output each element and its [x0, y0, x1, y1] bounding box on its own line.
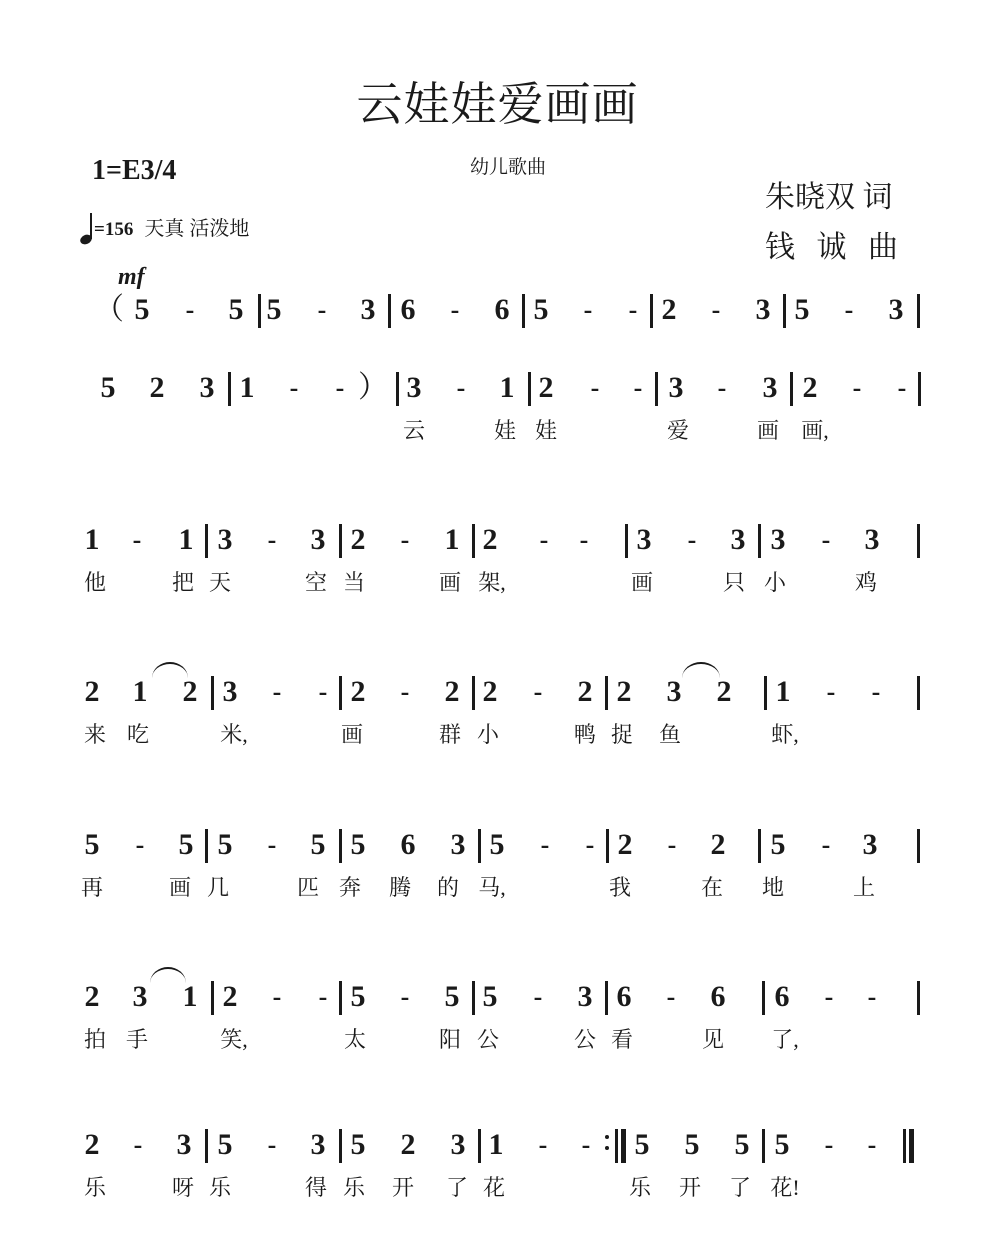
barline	[472, 981, 475, 1015]
note-2: 2	[84, 980, 100, 1013]
note-3: 3	[199, 371, 215, 404]
barline	[783, 294, 786, 328]
note-1: 1	[178, 523, 194, 556]
lyric-syllable: 了,	[771, 1027, 799, 1052]
barline	[205, 829, 208, 863]
lyric-syllable: 鸭	[573, 722, 597, 747]
note-1: 1	[775, 675, 791, 708]
barline	[625, 524, 628, 558]
barline	[762, 1129, 765, 1163]
quarter-note-icon	[80, 213, 94, 245]
note-3: 3	[132, 980, 148, 1013]
extension-dash: -	[717, 373, 727, 402]
barline	[650, 294, 653, 328]
barline	[472, 676, 475, 710]
score-line-2	[0, 368, 995, 443]
lyric-syllable: 架,	[478, 570, 506, 595]
barline	[339, 1129, 342, 1163]
note-5: 5	[734, 1128, 750, 1161]
note-3: 3	[762, 371, 778, 404]
lyric-syllable: 画	[340, 722, 364, 747]
lyric-syllable: 手	[125, 1027, 149, 1052]
note-5: 5	[266, 293, 282, 326]
lyric-syllable: 腾	[388, 875, 412, 900]
extension-dash: -	[852, 373, 862, 402]
extension-dash: -	[400, 525, 410, 554]
extension-dash: -	[267, 830, 277, 859]
extension-dash: -	[633, 373, 643, 402]
lyricist-credit: 朱晓双 词	[765, 181, 893, 214]
extension-dash: -	[318, 677, 328, 706]
note-3: 3	[864, 523, 880, 556]
lyric-syllable: 乐	[208, 1175, 232, 1200]
barline	[339, 981, 342, 1015]
barline	[396, 372, 399, 406]
note-3: 3	[770, 523, 786, 556]
note-3: 3	[450, 1128, 466, 1161]
note-2: 2	[616, 675, 632, 708]
lyric-syllable: 空	[304, 570, 328, 595]
note-5: 5	[350, 980, 366, 1013]
note-2: 2	[350, 523, 366, 556]
barline	[339, 524, 342, 558]
lyric-syllable: 捉	[610, 722, 634, 747]
note-3: 3	[666, 675, 682, 708]
extension-dash: -	[132, 525, 142, 554]
barline	[762, 981, 765, 1015]
lyric-syllable: 开	[391, 1175, 415, 1200]
lyric-syllable: 天	[208, 570, 232, 595]
note-3: 3	[668, 371, 684, 404]
note-6: 6	[710, 980, 726, 1013]
note-5: 5	[634, 1128, 650, 1161]
lyric-syllable: 地	[761, 875, 785, 900]
extension-dash: -	[867, 982, 877, 1011]
barline	[605, 676, 608, 710]
barline	[339, 829, 342, 863]
lyric-syllable: 乐	[83, 1175, 107, 1200]
barline	[211, 981, 214, 1015]
note-1: 1	[444, 523, 460, 556]
lyric-syllable: 乐	[342, 1175, 366, 1200]
lyric-syllable: 得	[304, 1175, 328, 1200]
lyric-syllable: 鱼	[658, 722, 682, 747]
extension-dash: -	[824, 1130, 834, 1159]
extension-dash: -	[450, 295, 460, 324]
note-1: 1	[132, 675, 148, 708]
extension-dash: -	[317, 295, 327, 324]
extension-dash: -	[867, 1130, 877, 1159]
extension-dash: -	[897, 373, 907, 402]
score-line-4	[0, 672, 995, 747]
note-6: 6	[400, 293, 416, 326]
lyric-syllable: 群	[438, 722, 462, 747]
note-5: 5	[178, 828, 194, 861]
lyric-syllable: 呀	[171, 1175, 195, 1200]
lyric-syllable: 花!	[770, 1175, 800, 1200]
dynamic-mf: mf	[118, 264, 145, 290]
extension-dash: -	[579, 525, 589, 554]
extension-dash: -	[133, 1130, 143, 1159]
extension-dash: -	[844, 295, 854, 324]
lyric-syllable: 当	[342, 570, 366, 595]
lyric-syllable: 太	[343, 1027, 367, 1052]
parenthesis: ）	[358, 371, 388, 404]
expression-text: 天真 活泼地	[144, 218, 250, 240]
barline	[258, 294, 261, 328]
note-1: 1	[239, 371, 255, 404]
note-6: 6	[616, 980, 632, 1013]
extension-dash: -	[533, 677, 543, 706]
note-5: 5	[770, 828, 786, 861]
extension-dash: -	[185, 295, 195, 324]
lyric-syllable: 公	[573, 1027, 597, 1052]
note-5: 5	[444, 980, 460, 1013]
score-line-7	[0, 1125, 995, 1200]
barline	[478, 1129, 481, 1163]
note-2: 2	[802, 371, 818, 404]
note-5: 5	[100, 371, 116, 404]
lyric-syllable: 的	[436, 875, 460, 900]
barline	[917, 524, 920, 558]
note-2: 2	[577, 675, 593, 708]
lyric-syllable: 爱	[666, 418, 690, 443]
extension-dash: -	[871, 677, 881, 706]
note-3: 3	[577, 980, 593, 1013]
lyric-syllable: 上	[852, 875, 876, 900]
note-2: 2	[222, 980, 238, 1013]
lyric-syllable: 奔	[338, 875, 362, 900]
note-5: 5	[794, 293, 810, 326]
extension-dash: -	[539, 525, 549, 554]
composer-credit: 钱 诚 曲	[765, 231, 898, 264]
note-2: 2	[400, 1128, 416, 1161]
barline	[918, 372, 921, 406]
extension-dash: -	[538, 1130, 548, 1159]
note-6: 6	[494, 293, 510, 326]
lyric-syllable: 看	[610, 1027, 634, 1052]
note-3: 3	[406, 371, 422, 404]
note-3: 3	[755, 293, 771, 326]
lyric-syllable: 阳	[438, 1027, 462, 1052]
lyric-syllable: 画,	[801, 418, 829, 443]
key-signature: 1=E3/4	[92, 155, 177, 186]
extension-dash: -	[667, 830, 677, 859]
lyric-syllable: 画	[630, 570, 654, 595]
note-6: 6	[774, 980, 790, 1013]
note-2: 2	[444, 675, 460, 708]
note-2: 2	[538, 371, 554, 404]
note-3: 3	[450, 828, 466, 861]
note-5: 5	[350, 1128, 366, 1161]
note-2: 2	[617, 828, 633, 861]
barline	[228, 372, 231, 406]
barline	[522, 294, 525, 328]
lyric-syllable: 云	[402, 418, 426, 443]
lyric-syllable: 匹	[296, 875, 320, 900]
lyric-syllable: 在	[700, 875, 724, 900]
lyric-syllable: 小	[763, 570, 787, 595]
note-1: 1	[84, 523, 100, 556]
lyric-syllable: 花	[482, 1175, 506, 1200]
note-5: 5	[217, 828, 233, 861]
extension-dash: -	[821, 830, 831, 859]
extension-dash: -	[400, 982, 410, 1011]
extension-dash: -	[272, 982, 282, 1011]
barline	[790, 372, 793, 406]
lyric-syllable: 见	[701, 1027, 725, 1052]
lyric-syllable: 他	[83, 570, 107, 595]
lyric-syllable: 画	[438, 570, 462, 595]
extension-dash: -	[583, 295, 593, 324]
note-3: 3	[310, 523, 326, 556]
lyric-syllable: 来	[83, 722, 107, 747]
barline	[758, 829, 761, 863]
note-2: 2	[482, 675, 498, 708]
note-1: 1	[499, 371, 515, 404]
extension-dash: -	[821, 525, 831, 554]
extension-dash: -	[585, 830, 595, 859]
lyric-syllable: 我	[608, 875, 632, 900]
lyric-syllable: 公	[476, 1027, 500, 1052]
barline	[478, 829, 481, 863]
note-5: 5	[228, 293, 244, 326]
barline	[655, 372, 658, 406]
lyric-syllable: 鸡	[854, 570, 878, 595]
note-6: 6	[400, 828, 416, 861]
lyric-syllable: 拍	[83, 1027, 107, 1052]
slur-tie	[152, 662, 188, 678]
lyric-syllable: 娃	[534, 418, 558, 443]
song-genre: 幼儿歌曲	[470, 157, 547, 178]
tempo-value: =156	[94, 219, 134, 240]
note-1: 1	[488, 1128, 504, 1161]
note-5: 5	[489, 828, 505, 861]
note-1: 1	[182, 980, 198, 1013]
extension-dash: -	[272, 677, 282, 706]
slur-tie	[682, 662, 720, 678]
lyric-syllable: 吃	[126, 722, 150, 747]
note-3: 3	[176, 1128, 192, 1161]
extension-dash: -	[540, 830, 550, 859]
extension-dash: -	[824, 982, 834, 1011]
barline	[205, 524, 208, 558]
note-3: 3	[730, 523, 746, 556]
barline	[917, 981, 920, 1015]
barline	[472, 524, 475, 558]
tempo-marking	[80, 212, 249, 245]
note-2: 2	[182, 675, 198, 708]
lyric-syllable: 画	[756, 418, 780, 443]
note-3: 3	[862, 828, 878, 861]
score-line-3	[0, 520, 995, 595]
note-5: 5	[774, 1128, 790, 1161]
note-3: 3	[217, 523, 233, 556]
lyric-syllable: 把	[171, 570, 195, 595]
lyric-syllable: 米,	[220, 722, 248, 747]
note-5: 5	[482, 980, 498, 1013]
note-3: 3	[310, 1128, 326, 1161]
barline	[605, 981, 608, 1015]
lyric-syllable: 了	[728, 1175, 752, 1200]
lyric-syllable: 马,	[478, 875, 506, 900]
note-2: 2	[84, 1128, 100, 1161]
extension-dash: -	[456, 373, 466, 402]
note-2: 2	[710, 828, 726, 861]
extension-dash: -	[135, 830, 145, 859]
score-line-6	[0, 977, 995, 1052]
note-2: 2	[661, 293, 677, 326]
extension-dash: -	[628, 295, 638, 324]
lyric-syllable: 了	[445, 1175, 469, 1200]
note-2: 2	[350, 675, 366, 708]
parenthesis: （	[94, 293, 124, 326]
extension-dash: -	[267, 1130, 277, 1159]
score-line-1	[0, 290, 995, 350]
barline	[211, 676, 214, 710]
barline	[917, 294, 920, 328]
extension-dash: -	[318, 982, 328, 1011]
barline	[388, 294, 391, 328]
extension-dash: -	[289, 373, 299, 402]
note-3: 3	[888, 293, 904, 326]
extension-dash: -	[826, 677, 836, 706]
barline	[917, 676, 920, 710]
barline	[339, 676, 342, 710]
lyric-syllable: 几	[206, 875, 230, 900]
note-5: 5	[84, 828, 100, 861]
lyric-syllable: 乐	[628, 1175, 652, 1200]
lyric-syllable: 画	[168, 875, 192, 900]
barline	[606, 829, 609, 863]
note-5: 5	[310, 828, 326, 861]
extension-dash: -	[335, 373, 345, 402]
extension-dash: -	[666, 982, 676, 1011]
note-3: 3	[222, 675, 238, 708]
note-3: 3	[636, 523, 652, 556]
barline	[764, 676, 767, 710]
barline	[528, 372, 531, 406]
note-5: 5	[217, 1128, 233, 1161]
extension-dash: -	[711, 295, 721, 324]
note-5: 5	[134, 293, 150, 326]
note-5: 5	[350, 828, 366, 861]
score-line-5	[0, 825, 995, 900]
extension-dash: -	[400, 677, 410, 706]
extension-dash: -	[533, 982, 543, 1011]
song-title: 云娃娃爱画画	[356, 79, 639, 130]
note-2: 2	[482, 523, 498, 556]
extension-dash: -	[267, 525, 277, 554]
lyric-syllable: 娃	[493, 418, 517, 443]
lyric-syllable: 开	[678, 1175, 702, 1200]
lyric-syllable: 再	[80, 875, 104, 900]
barline	[917, 829, 920, 863]
extension-dash: -	[687, 525, 697, 554]
extension-dash: -	[590, 373, 600, 402]
barline	[758, 524, 761, 558]
lyric-syllable: 虾,	[771, 722, 799, 747]
lyric-syllable: 只	[722, 570, 746, 595]
note-2: 2	[716, 675, 732, 708]
note-3: 3	[360, 293, 376, 326]
lyric-syllable: 笑,	[220, 1027, 248, 1052]
note-5: 5	[533, 293, 549, 326]
note-2: 2	[84, 675, 100, 708]
extension-dash: -	[581, 1130, 591, 1159]
lyric-syllable: 小	[476, 722, 500, 747]
slur-tie	[150, 967, 186, 983]
note-5: 5	[684, 1128, 700, 1161]
barline	[205, 1129, 208, 1163]
note-2: 2	[149, 371, 165, 404]
